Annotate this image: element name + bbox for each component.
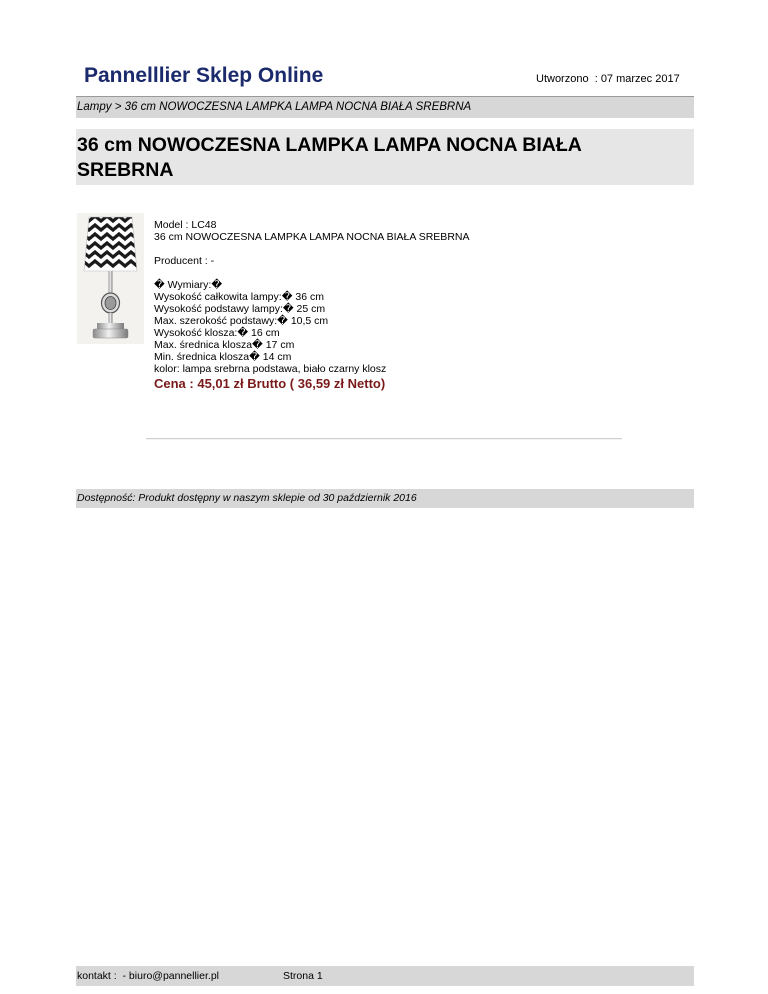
created-date xyxy=(536,73,680,85)
footer-page-number: Strona 1 xyxy=(283,970,323,982)
footer-contact[interactable]: kontakt : - biuro@pannellier.pl xyxy=(77,970,219,982)
created-label: Utworzono xyxy=(536,73,589,85)
spec-row: kolor: lampa srebrna podstawa, biało czarny klosz xyxy=(154,363,387,375)
created-value: : 07 marzec 2017 xyxy=(594,73,680,85)
availability-bar: Dostępność: Produkt dostępny w naszym sklepie od 30 październik 2016 xyxy=(76,489,694,508)
product-title xyxy=(76,129,694,185)
product-title-line-1: 36 cm NOWOCZESNA LAMPKA LAMPA NOCNA BIAŁA xyxy=(77,134,582,156)
spec-row: � Wymiary:� xyxy=(154,279,223,291)
footer-bar xyxy=(76,966,694,986)
divider xyxy=(146,438,622,440)
product-model: Model : LC48 xyxy=(154,219,217,231)
product-producer: Producent : - xyxy=(154,255,215,267)
spec-row: Wysokość klosza:� 16 cm xyxy=(154,327,280,339)
shop-name: Pannelllier Sklep Online xyxy=(84,64,324,87)
spec-row: Max. średnica klosza� 17 cm xyxy=(154,339,295,351)
product-title-line-2: SREBRNA xyxy=(77,159,174,181)
spec-row: Wysokość podstawy lampy:� 25 cm xyxy=(154,303,326,315)
product-price: Cena : 45,01 zł Brutto ( 36,59 zł Netto) xyxy=(154,376,386,391)
spec-row: Max. szerokość podstawy:� 10,5 cm xyxy=(154,315,329,327)
spec-row: Min. średnica klosza� 14 cm xyxy=(154,351,292,363)
breadcrumb[interactable]: Lampy > 36 cm NOWOCZESNA LAMPKA LAMPA NOCNA BIAŁA SREBRNA xyxy=(76,96,694,118)
spec-row: Wysokość całkowita lampy:� 36 cm xyxy=(154,291,324,303)
product-details xyxy=(154,219,634,392)
product-image xyxy=(77,213,144,344)
spec-list xyxy=(154,279,634,375)
product-name: 36 cm NOWOCZESNA LAMPKA LAMPA NOCNA BIAŁA SREBRNA xyxy=(154,231,470,243)
